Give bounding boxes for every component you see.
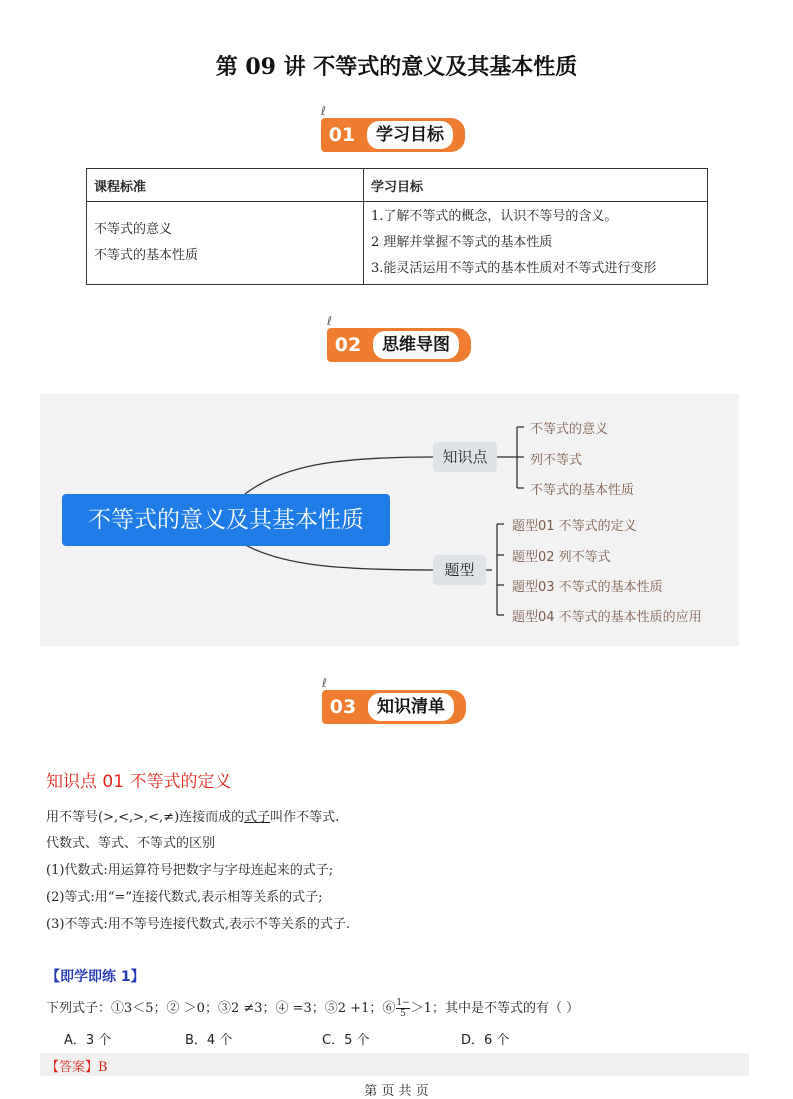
mind-map bbox=[40, 394, 739, 646]
paragraph-line: (2)等式:用“=”连接代数式,表示相等关系的式子; bbox=[46, 890, 323, 905]
section-badge-goals bbox=[321, 104, 471, 154]
objective-item: 3.能灵活运用不等式的基本性质对不等式进行变形 bbox=[371, 261, 657, 276]
leaf-item: 不等式的意义 bbox=[530, 422, 609, 437]
page-footer: 第 页 共 页 bbox=[364, 1084, 429, 1099]
leaf-item: 列不等式 bbox=[530, 453, 583, 468]
badge-label: 知识清单 bbox=[368, 693, 454, 721]
option-a: A．3 个 bbox=[64, 1033, 112, 1048]
standards-cell bbox=[87, 202, 364, 285]
section-badge-mindmap bbox=[327, 314, 477, 364]
fraction bbox=[396, 998, 409, 1019]
exercise-question bbox=[46, 997, 579, 1019]
connector-knowledge bbox=[240, 457, 433, 498]
badge-number: 03 bbox=[322, 690, 364, 724]
leaf-item: 题型02 列不等式 bbox=[512, 550, 611, 565]
mind-map-central-node: 不等式的意义及其基本性质 bbox=[62, 494, 390, 546]
definition-line bbox=[46, 806, 339, 825]
paragraph-line: (3)不等式:用不等号连接代数式,表示不等关系的式子. bbox=[46, 917, 351, 932]
objective-item: 1.了解不等式的概念，认识不等号的含义。 bbox=[371, 209, 618, 224]
option-b: B．4 个 bbox=[185, 1033, 233, 1048]
branch-knowledge: 知识点 bbox=[433, 442, 497, 472]
objective-item: 2 理解并掌握不等式的基本性质 bbox=[371, 235, 553, 250]
badge-number: 01 bbox=[321, 118, 363, 152]
definition-underlined: 式子 bbox=[244, 810, 271, 825]
pin-icon: ℓ bbox=[327, 314, 332, 328]
badge-number: 02 bbox=[327, 328, 369, 362]
option-d: D．6 个 bbox=[461, 1033, 510, 1048]
pin-icon: ℓ bbox=[322, 676, 327, 690]
question-text: 下列式子：①3＜5；② ＞0；③2 ≠3；④ =3；⑤2 +1；⑥ bbox=[46, 1001, 396, 1016]
connector-types bbox=[240, 542, 433, 570]
badge-label: 思维导图 bbox=[373, 331, 459, 359]
branch-types: 题型 bbox=[433, 555, 486, 585]
answer-text: 【答案】B bbox=[46, 1060, 108, 1075]
pin-icon: ℓ bbox=[321, 104, 326, 118]
question-text: ＞1；其中是不等式的有（ ） bbox=[410, 1001, 580, 1016]
table-header-objective: 学习目标 bbox=[364, 169, 708, 202]
leaf-item: 题型01 不等式的定义 bbox=[512, 519, 637, 534]
table-header-standard: 课程标准 bbox=[87, 169, 364, 202]
badge-label: 学习目标 bbox=[367, 121, 453, 149]
section-badge-knowledge bbox=[322, 676, 472, 726]
answer-box bbox=[40, 1053, 749, 1076]
leaf-item: 题型04 不等式的基本性质的应用 bbox=[512, 610, 702, 625]
leaf-item: 题型03 不等式的基本性质 bbox=[512, 580, 663, 595]
fraction-denominator: 5 bbox=[400, 1009, 406, 1019]
exercise-heading: 【即学即练 1】 bbox=[46, 969, 145, 985]
fraction-numerator: 1− bbox=[396, 998, 410, 1008]
goals-table bbox=[86, 168, 708, 285]
paragraph-line: 代数式、等式、不等式的区别 bbox=[46, 836, 216, 851]
page-title: 第 09 讲 不等式的意义及其基本性质 bbox=[215, 54, 578, 80]
standard-item: 不等式的意义 bbox=[94, 222, 173, 237]
section-heading: 知识点 01 不等式的定义 bbox=[46, 772, 232, 792]
option-c: C．5 个 bbox=[322, 1033, 370, 1048]
objectives-cell bbox=[364, 202, 708, 285]
paragraph-line: (1)代数式:用运算符号把数字与字母连起来的式子; bbox=[46, 863, 334, 878]
leaf-item: 不等式的基本性质 bbox=[530, 483, 635, 498]
definition-text: 叫作不等式. bbox=[270, 810, 340, 825]
standard-item: 不等式的基本性质 bbox=[94, 248, 199, 263]
definition-text: 用不等号(>,<,>,<,≠)连接而成的 bbox=[46, 810, 245, 825]
